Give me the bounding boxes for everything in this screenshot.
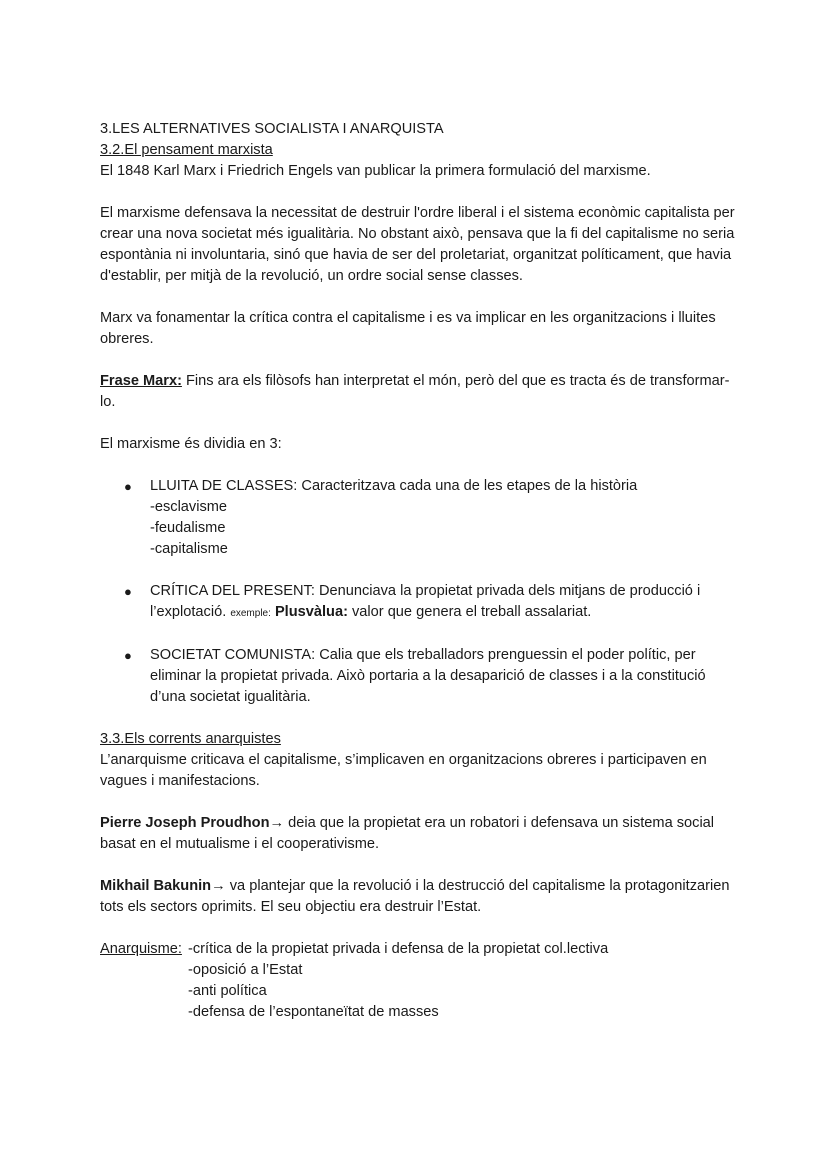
- bullet-icon: ●: [124, 648, 132, 663]
- bullet-icon: ●: [124, 479, 132, 494]
- marx-quote-label: Frase Marx:: [100, 373, 182, 389]
- anarchism-intro: L’anarquisme criticava el capitalisme, s’implicaven en organitzacions obreres i participaven en vagues i manifestacions.: [100, 752, 707, 789]
- anarquisme-label: Anarquisme:: [100, 941, 182, 957]
- marx-quote-text: Fins ara els filòsofs han interpretat el món, però del que es tracta és de transformar-lo.: [100, 373, 730, 410]
- section-heading-marxism: 3.2.El pensament marxista: [100, 142, 273, 158]
- list-item: -anti política: [188, 983, 267, 999]
- proudhon-name: Pierre Joseph Proudhon: [100, 815, 270, 831]
- marxism-paragraph-1: El marxisme defensava la necessitat de destruir l'ordre liberal i el sistema econòmic capitalista per crear una nova societat més igualitària. No obstant això, pensava que la fi del capitalisme no seria espontània ni involuntaria, sinó que havia de ser del proletariat, organitzat políticament, que havia d'establir, per mitjà de la revolució, un ordre social sense classes.: [100, 205, 735, 284]
- bakunin-paragraph: [100, 876, 740, 918]
- document-page: [100, 119, 740, 1023]
- bullet-1-sub-3: -capitalisme: [150, 541, 228, 557]
- proudhon-paragraph: [100, 813, 740, 855]
- bullet-1-sub-1: -esclavisme: [150, 499, 228, 515]
- proudhon-text: → deia que la propietat era un robatori i defensava un sistema social basat en el mutualisme i el cooperativisme.: [100, 815, 715, 852]
- bullet-2-term-def: valor que genera el treball assalariat.: [347, 604, 592, 620]
- marxism-bullet-list: [100, 476, 740, 708]
- bullet-2-text: CRÍTICA DEL PRESENT: Denunciava la propietat privada dels mitjans de producció i l’explotació.: [150, 583, 701, 620]
- bakunin-name: Mikhail Bakunin: [100, 878, 212, 894]
- bullet-2-example-label: exemple:: [230, 608, 271, 619]
- bullet-icon: ●: [124, 584, 132, 599]
- bullet-3-text: SOCIETAT COMUNISTA: Calia que els treballadors prenguessin el poder polític, per eliminar la propietat privada. Això portaria a la desaparició de classes i a la constitució d’una societat igualitària.: [150, 647, 706, 705]
- marxism-paragraph-2: Marx va fonamentar la crítica contra el capitalisme i es va implicar en les organitzacions i lluites obreres.: [100, 310, 716, 347]
- marxism-divided: El marxisme és dividia en 3:: [100, 436, 282, 452]
- bullet-1-sub-2: -feudalisme: [150, 520, 226, 536]
- anarquisme-items: [188, 939, 740, 1023]
- bullet-1-text: LLUITA DE CLASSES: Caracteritzava cada una de les etapes de la història: [150, 478, 638, 494]
- list-spacer: [100, 624, 740, 645]
- section-heading-anarchism: 3.3.Els corrents anarquistes: [100, 731, 281, 747]
- list-item: -oposició a l’Estat: [188, 962, 303, 978]
- bakunin-text: → va plantejar que la revolució i la destrucció del capitalisme la protagonitzarien tots els sectors oprimits. El seu objectiu era destruir l’Estat.: [100, 878, 730, 915]
- marxism-intro: El 1848 Karl Marx i Friedrich Engels van publicar la primera formulació del marxisme.: [100, 163, 651, 179]
- page-title: 3.LES ALTERNATIVES SOCIALISTA I ANARQUISTA: [100, 121, 444, 137]
- list-item: [100, 581, 740, 624]
- list-spacer: [100, 560, 740, 581]
- anarquisme-summary: [100, 939, 740, 1023]
- bullet-2-term: Plusvàlua:: [274, 604, 348, 620]
- marx-quote: [100, 371, 740, 413]
- list-item: -defensa de l’espontaneïtat de masses: [188, 1004, 439, 1020]
- list-item: -crítica de la propietat privada i defensa de la propietat col.lectiva: [188, 941, 609, 957]
- list-item: [100, 476, 740, 560]
- list-item: [100, 645, 740, 708]
